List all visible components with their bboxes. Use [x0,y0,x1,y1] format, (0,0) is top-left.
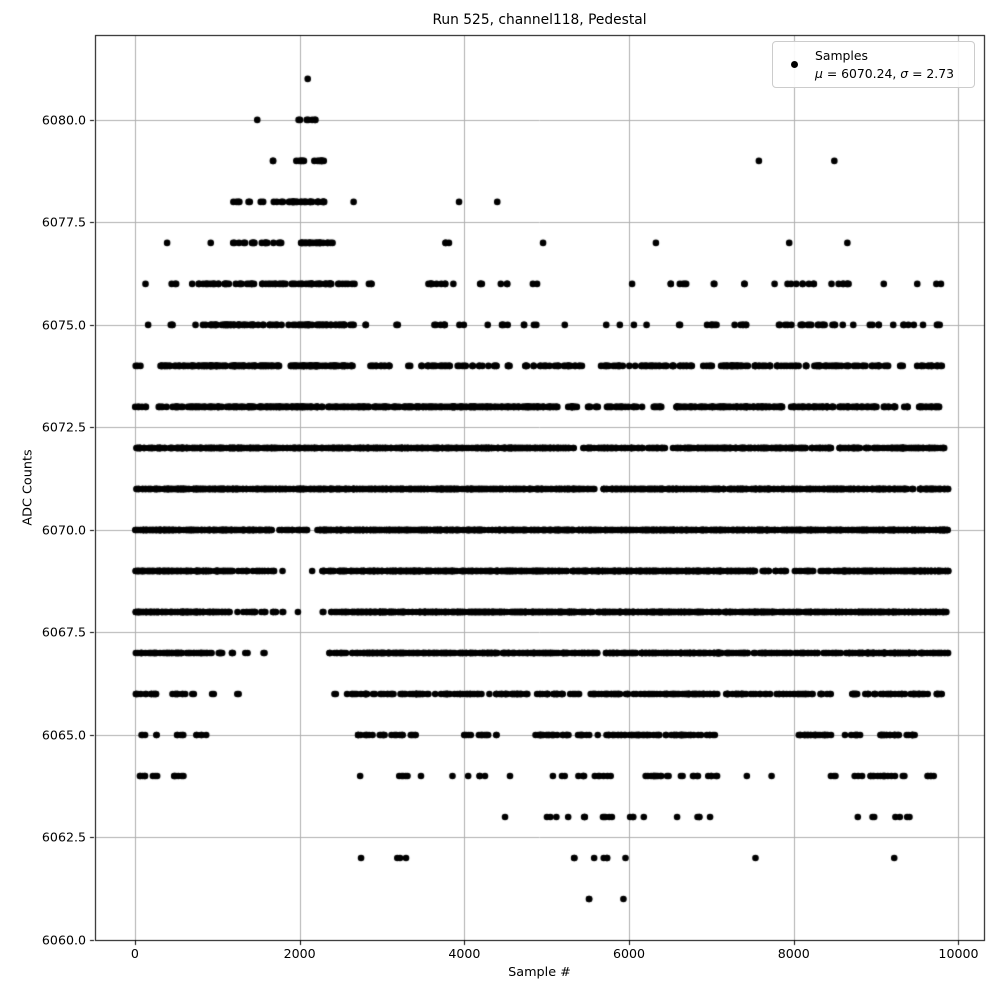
legend-label-samples: Samples [815,47,868,63]
sample-marker-icon [791,61,798,68]
y-tick-label: 6060.0 [41,932,86,948]
legend-marker-column [773,61,815,68]
legend-stats [815,65,954,83]
chart-title: Run 525, channel118, Pedestal [432,12,647,28]
legend [772,41,975,88]
x-tick-label: 4000 [448,946,481,961]
y-tick-label: 6062.5 [41,829,86,845]
x-axis-label: Sample # [508,965,571,980]
mu-value: = 6070.24, [822,65,901,81]
y-axis-label: ADC Counts [20,449,36,526]
y-tick-label: 6065.0 [41,727,86,743]
y-tick-label: 6080.0 [41,112,86,128]
mu-symbol: μ [815,65,823,81]
sigma-value: = 2.73 [908,65,954,81]
y-tick-label: 6077.5 [41,214,86,230]
y-tick-label: 6072.5 [41,419,86,435]
x-tick-label: 6000 [613,946,646,961]
y-tick-label: 6067.5 [41,624,86,640]
x-tick-label: 10000 [938,946,979,961]
sigma-symbol: σ [900,65,909,81]
y-tick-label: 6070.0 [41,522,86,538]
legend-text [815,47,954,83]
x-tick-label: 2000 [283,946,316,961]
y-tick-label: 6075.0 [41,317,86,333]
x-tick-label: 0 [130,946,139,961]
x-tick-label: 8000 [777,946,810,961]
